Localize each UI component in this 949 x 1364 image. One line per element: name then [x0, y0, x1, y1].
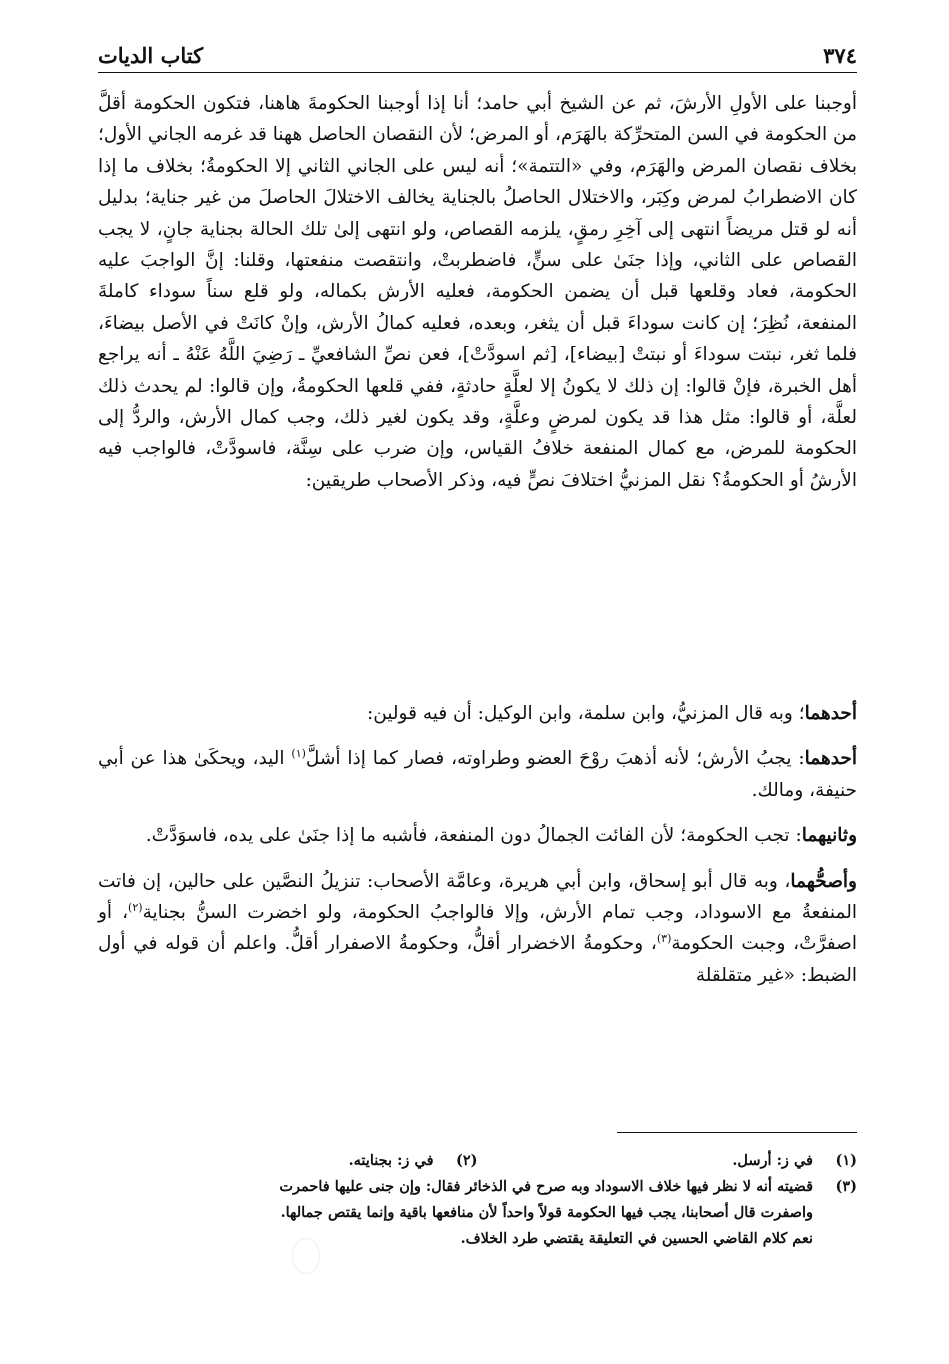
book-title: كتاب الديات	[98, 42, 204, 68]
footnote-2-number: (٢)	[455, 1152, 478, 1169]
paragraph-5-text-c: ، وحكومةُ الاخضرار أقلُّ، وحكومةُ الاصفرار أقلُّ. واعلم أن قوله في أول الضبط: «غير متقلقلة	[98, 933, 857, 986]
paragraph-5-text-b: ، أو اصفرَّتْ، وجبت الحكومة	[98, 902, 857, 955]
footnote-3-number: (٣)	[835, 1178, 857, 1195]
footnote-1-text: في ز: أرسل.	[732, 1152, 813, 1169]
paragraph-4-lead: وثانيهما	[801, 825, 857, 847]
paragraph-1: أوجبنا على الأولِ الأرشَ، ثم عن الشيخ أبي حامد؛ أنا إذا أوجبنا الحكومةَ هاهنا، فتكون الحكومة أقلَّ من الحكومة في السن المتحرِّكة بالهَرَم، أو المرض؛ لأن النقصان الحاصل ههنا قد غرمه الجاني الأول؛ بخلاف نقصان المرض والهَرَم، وفي «التتمة»؛ أنه ليس على الجاني الثاني إلا الحكومةُ؛ بخلاف ما إذا كان الاضطرابُ لمرض وكِبَر، والاختلال الحاصلُ بالجناية يخالف الاختلالَ الحاصلَ من غير جناية؛ بدليل أنه لو قتل مريضاً انتهى إلى آخِرِ رمقٍ، يلزمه القصاص، ولو انتهى إلىٰ تلك الحالة بجناية جانٍ، لا يجب القصاص على الثاني، وإذا جنَىٰ على سنٍّ، فاضطربتْ، وانتقصت منفعتها، وقلنا: إنَّ الواجبَ عليه الحكومة، فعاد وقلعها قبل أن يضمن الحكومة، فعليه الأرش بكماله، ولو قلع سناً سوداء كاملةَ المنفعة، نُظِرَ؛ إن كانت سوداءَ قبل أن يثغر، وبعده، فعليه كمالُ الأرش، وإنْ كانَتْ في الأصل بيضاءَ، فلما ثغر، نبتت سوداءَ أو نبتتْ [بيضاء]، [ثم اسودَّتْ]، فعن نصِّ الشافعيِّ ـ رَضِيَ اللَّهُ عَنْهُ ـ أنه يراجع أهل الخبرة، فإنْ قالوا: إن ذلك لا يكونُ إلا لعلَّةٍ حادثةٍ، ففي قلعها الحكومةُ، وإن قالوا: لم يحدث ذلك لعلَّة، أو قالوا: مثل هذا قد يكون لمرضٍ وعلَّةٍ، وقد يكون لغير ذلك، وجب كمال الأرش، والردُّ إلى الحكومة للمرض، مع كمال المنفعة خلافُ القياس، وإن ضرب على سِنَّة، فاسودَّتْ، فالواجب فيه الأرشُ أو الحكومةُ؟ نقل المزنيُّ اختلافَ نصٍّ فيه، وذكر الأصحاب طريقين:	[98, 93, 857, 491]
paragraph-5	[98, 866, 857, 992]
paragraph-2	[98, 698, 857, 729]
footnote-3-line-2: واصفرت قال أصحابنا، يجب فيها الحكومة قولاً واحداً لأن منافعها باقية وإنما يقتص جمالها.	[280, 1204, 813, 1221]
footnote-ref-1[interactable]: (١)	[291, 747, 306, 761]
main-text	[98, 88, 857, 991]
footnote-2-text: في ز: بجنايته.	[348, 1152, 434, 1169]
paragraph-5-lead: وأصحُّهما	[790, 870, 857, 892]
footnote-3-line-1: قضيته أنه لا نظر فيها خلاف الاسوداد وبه صرح في الذخائر فقال: وإن جنى عليها فاحمرت	[279, 1178, 813, 1195]
paragraph-2-text: ؛ وبه قال المزنيُّ، وابن سلمة، وابن الوكيل: أن فيه قولين:	[367, 703, 805, 724]
paragraph-4	[98, 820, 857, 851]
paragraph-4-text: : تجب الحكومة؛ لأن الفائت الجمالُ دون المنفعة، فأشبه ما إذا جنَىٰ على يده، فاسوَدَّتْ.	[145, 825, 802, 847]
footnote-row-1	[98, 1148, 857, 1174]
footnote-ref-2[interactable]: (٢)	[128, 900, 143, 914]
footnote-1-number: (١)	[835, 1152, 857, 1169]
scan-smudge	[292, 1238, 320, 1274]
paragraph-2-lead: أحدهما	[804, 703, 857, 724]
footnote-3	[98, 1174, 857, 1200]
footnotes	[98, 1148, 857, 1252]
paragraph-3-text-b: اليد، ويحكَىٰ هذا عن أبي حنيفة، ومالك.	[98, 748, 857, 801]
page-number: ٣٧٤	[823, 42, 857, 68]
footnote-2	[98, 1148, 478, 1174]
paragraph-3-text-a: : يجبُ الأرش؛ لأنه أذهبَ روْحَ العضو وطراوته، فصار كما إذا أشلَّ	[305, 748, 805, 770]
footnote-3-line-3: نعم كلام القاضي الحسين في التعليقة يقتضي طرد الخلاف.	[460, 1230, 813, 1247]
paragraph-5-text-a: ، وبه قال أبو إسحاق، وابن أبي هريرة، وعامَّة الأصحاب: تنزيلُ النصَّين على حالين، إن فاتت المنفعةُ مع الاسوداد، وجب تمام الأرش، وإلا فالواجبُ الحكومة، ولو اخضرت السنُّ بجناية	[98, 870, 857, 924]
page-header	[98, 38, 857, 73]
footnote-ref-3[interactable]: (٣)	[656, 932, 672, 946]
paragraph-3-lead: أحدهما	[804, 748, 857, 770]
footnote-1	[478, 1148, 858, 1174]
paragraph-3	[98, 743, 857, 806]
footnote-divider	[617, 1132, 857, 1133]
